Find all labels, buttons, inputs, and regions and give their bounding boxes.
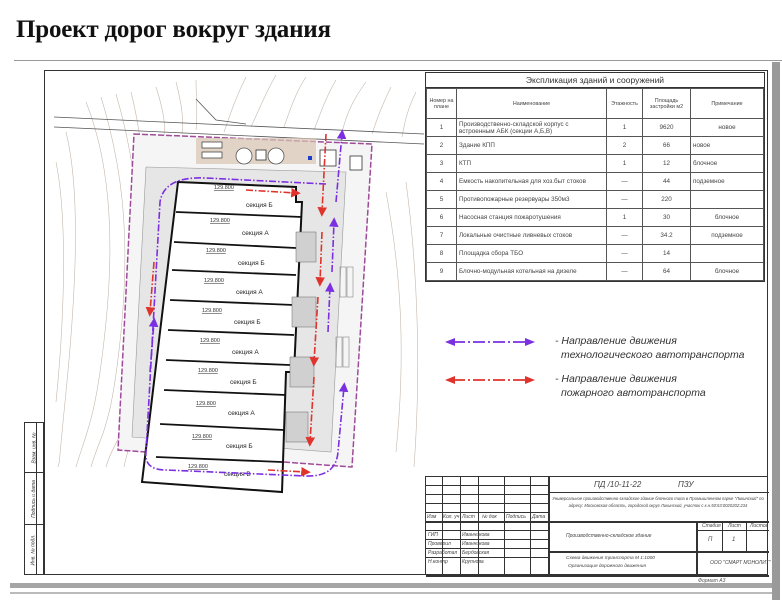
site-plan xyxy=(46,72,424,478)
explication-title: Экспликация зданий и сооружений xyxy=(426,73,764,88)
legend-line-1: - Направление движения xyxy=(555,373,677,385)
tbo-platform xyxy=(350,156,362,170)
table-row xyxy=(427,263,764,281)
cell-floors: — xyxy=(607,191,643,209)
stage-value: П xyxy=(708,537,713,543)
kpp-building xyxy=(202,142,222,148)
table-row xyxy=(427,209,764,227)
col-header-docno: № док xyxy=(482,514,497,520)
cell-number: 5 xyxy=(427,191,457,209)
section-label: секция В xyxy=(224,471,251,478)
cell-area: 34.2 xyxy=(643,227,691,245)
staff-name: Бердовская xyxy=(462,550,490,556)
col-header-change: Изм xyxy=(427,514,437,520)
cell-name: Производственно-складской корпус с встроенным АБК (секции А,Б,В) xyxy=(457,119,607,137)
staff-role: Н.контр xyxy=(428,559,448,565)
cell-floors: — xyxy=(607,227,643,245)
cell-floors: 1 xyxy=(607,209,643,227)
table-row xyxy=(427,119,764,137)
cell-name: Блочно-модульная котельная на дизеле xyxy=(457,263,607,281)
cell-number: 2 xyxy=(427,137,457,155)
section-label: секция А xyxy=(236,289,263,296)
legend-item-tech xyxy=(445,336,775,374)
col-header-floors: Этажность xyxy=(607,89,643,119)
col-header-signature: Подпись xyxy=(506,514,526,520)
object-description: Универсальное производственно-складское здание блочного типа в Промышленном парке "Ликинский" по адресу: Московская область, городской округ Ликинский, участок с к.н.50:53:0020202:234 xyxy=(552,496,764,508)
boiler-unit xyxy=(320,150,336,166)
elevation-mark: 129.800 xyxy=(200,338,220,344)
title-divider xyxy=(14,60,782,61)
col-header-sheet: Лист xyxy=(462,514,475,520)
table-row xyxy=(427,227,764,245)
double-arrow-icon xyxy=(445,374,535,386)
cell-name: Площадка сбора ТБО xyxy=(457,245,607,263)
cell-floors: — xyxy=(607,173,643,191)
side-stamp-label: Подпись и дата xyxy=(31,479,38,518)
staff-role: Проверил xyxy=(428,541,451,547)
stage-header: Стадия xyxy=(702,523,721,529)
cell-area: 14 xyxy=(643,245,691,263)
cell-note: блочное xyxy=(691,209,764,227)
table-row xyxy=(427,173,764,191)
cell-number: 1 xyxy=(427,119,457,137)
page-edge-shadow xyxy=(10,583,772,588)
col-header-date: Дата xyxy=(532,514,546,520)
section-label: секция Б xyxy=(226,443,253,450)
col-header-name: Наименование xyxy=(457,89,607,119)
elevation-mark: 129.800 xyxy=(214,185,234,191)
sheet-value: 1 xyxy=(732,537,736,543)
double-arrow-icon xyxy=(445,336,535,348)
sheet-format: Формат А3 xyxy=(698,578,726,584)
staff-role: ГИП xyxy=(428,532,438,538)
legend-item-fire xyxy=(445,374,775,412)
cell-number: 7 xyxy=(427,227,457,245)
building-name: Производственно-складское здание xyxy=(566,533,652,539)
section-label: секция А xyxy=(228,410,255,417)
cell-area: 9620 xyxy=(643,119,691,137)
elevation-mark: 129.800 xyxy=(198,368,218,374)
cell-area: 44 xyxy=(643,173,691,191)
section-label: секция Б xyxy=(238,260,265,267)
side-stamp-column xyxy=(36,422,44,575)
cell-area: 64 xyxy=(643,263,691,281)
cell-floors: 2 xyxy=(607,137,643,155)
cell-area: 66 xyxy=(643,137,691,155)
cell-name: Насосная станция пожаротушения xyxy=(457,209,607,227)
legend-line-2: пожарного автотранспорта xyxy=(561,387,706,399)
staff-role: Разработал xyxy=(428,550,458,556)
cell-note: новое xyxy=(691,119,764,137)
sheets-header: Листов xyxy=(750,523,769,529)
table-row xyxy=(427,191,764,209)
cell-name: Противопожарные резервуары 350м3 xyxy=(457,191,607,209)
cell-note: блочное xyxy=(691,263,764,281)
marker-square xyxy=(308,156,312,160)
section-label: секция А xyxy=(232,349,259,356)
document-code: ПД /10-11-22 xyxy=(594,480,642,489)
pump-station xyxy=(256,150,266,160)
staff-name: Иванникова xyxy=(462,532,490,538)
cell-floors: — xyxy=(607,263,643,281)
table-row xyxy=(427,137,764,155)
sheet-header: Лист xyxy=(728,523,741,529)
drawing-subtitle: Организация дорожного движения xyxy=(568,564,646,569)
section-label: секция А xyxy=(242,230,269,237)
scrollbar-edge xyxy=(772,62,780,600)
staff-name: Иванникова xyxy=(462,541,490,547)
page-edge-shadow-2 xyxy=(10,592,772,594)
section-label: секция Б xyxy=(230,379,257,386)
cell-area: 12 xyxy=(643,155,691,173)
external-road xyxy=(54,99,424,144)
elevation-mark: 129.800 xyxy=(202,308,222,314)
cell-floors: 1 xyxy=(607,119,643,137)
section-label: секция Б xyxy=(234,319,261,326)
col-header-number: Номер на плане xyxy=(427,89,457,119)
side-stamp-label: Взам. инв. № xyxy=(31,432,37,463)
ktp-building xyxy=(202,152,222,158)
document-section: ПЗУ xyxy=(678,480,694,489)
page-title: Проект дорог вокруг здания xyxy=(16,16,331,43)
title-block xyxy=(425,476,771,575)
cell-floors: 1 xyxy=(607,155,643,173)
staff-name: Крупнова xyxy=(462,559,484,565)
cell-number: 8 xyxy=(427,245,457,263)
cell-name: Здание КПП xyxy=(457,137,607,155)
legend-label xyxy=(555,334,745,362)
col-header-area: Площадь застройки м2 xyxy=(643,89,691,119)
legend-label xyxy=(555,372,706,400)
elevation-mark: 129.800 xyxy=(210,218,230,224)
cell-name: Локальные очистные ливневых стоков xyxy=(457,227,607,245)
cell-note: подземное xyxy=(691,227,764,245)
cell-name: КТП xyxy=(457,155,607,173)
side-stamp-label: Инв. № подл. xyxy=(31,534,37,566)
cell-note: подземное xyxy=(691,173,764,191)
cell-name: Емкость накопительная для хоз.быт стоков xyxy=(457,173,607,191)
elevation-mark: 129.800 xyxy=(192,434,212,440)
legend-line-2: технологического автотранспорта xyxy=(561,349,745,361)
section-label: секция Б xyxy=(246,202,273,209)
table-row xyxy=(427,245,764,263)
company-name: ООО "СМАРТ МОНОЛИТ" xyxy=(710,560,771,566)
route-legend xyxy=(445,336,775,412)
explication-table xyxy=(425,72,765,282)
elevation-mark: 129.800 xyxy=(196,401,216,407)
drawing-name: Схема движения транспорта М 1:1000 xyxy=(566,556,655,561)
cell-number: 9 xyxy=(427,263,457,281)
cell-note: новое xyxy=(691,137,764,155)
cell-number: 6 xyxy=(427,209,457,227)
cell-number: 4 xyxy=(427,173,457,191)
elevation-mark: 129.800 xyxy=(206,248,226,254)
elevation-mark: 129.800 xyxy=(204,278,224,284)
cell-area: 220 xyxy=(643,191,691,209)
fire-reservoir xyxy=(236,148,252,164)
elevation-mark: 129.800 xyxy=(188,464,208,470)
cell-note xyxy=(691,191,764,209)
col-header-note: Примечание xyxy=(691,89,764,119)
cell-area: 30 xyxy=(643,209,691,227)
cell-note: блочное xyxy=(691,155,764,173)
fire-reservoir-2 xyxy=(268,148,284,164)
cell-floors: — xyxy=(607,245,643,263)
legend-line-1: - Направление движения xyxy=(555,335,677,347)
cell-note xyxy=(691,245,764,263)
cell-number: 3 xyxy=(427,155,457,173)
col-header-qty: Кол. уч xyxy=(443,514,460,520)
table-row xyxy=(427,155,764,173)
